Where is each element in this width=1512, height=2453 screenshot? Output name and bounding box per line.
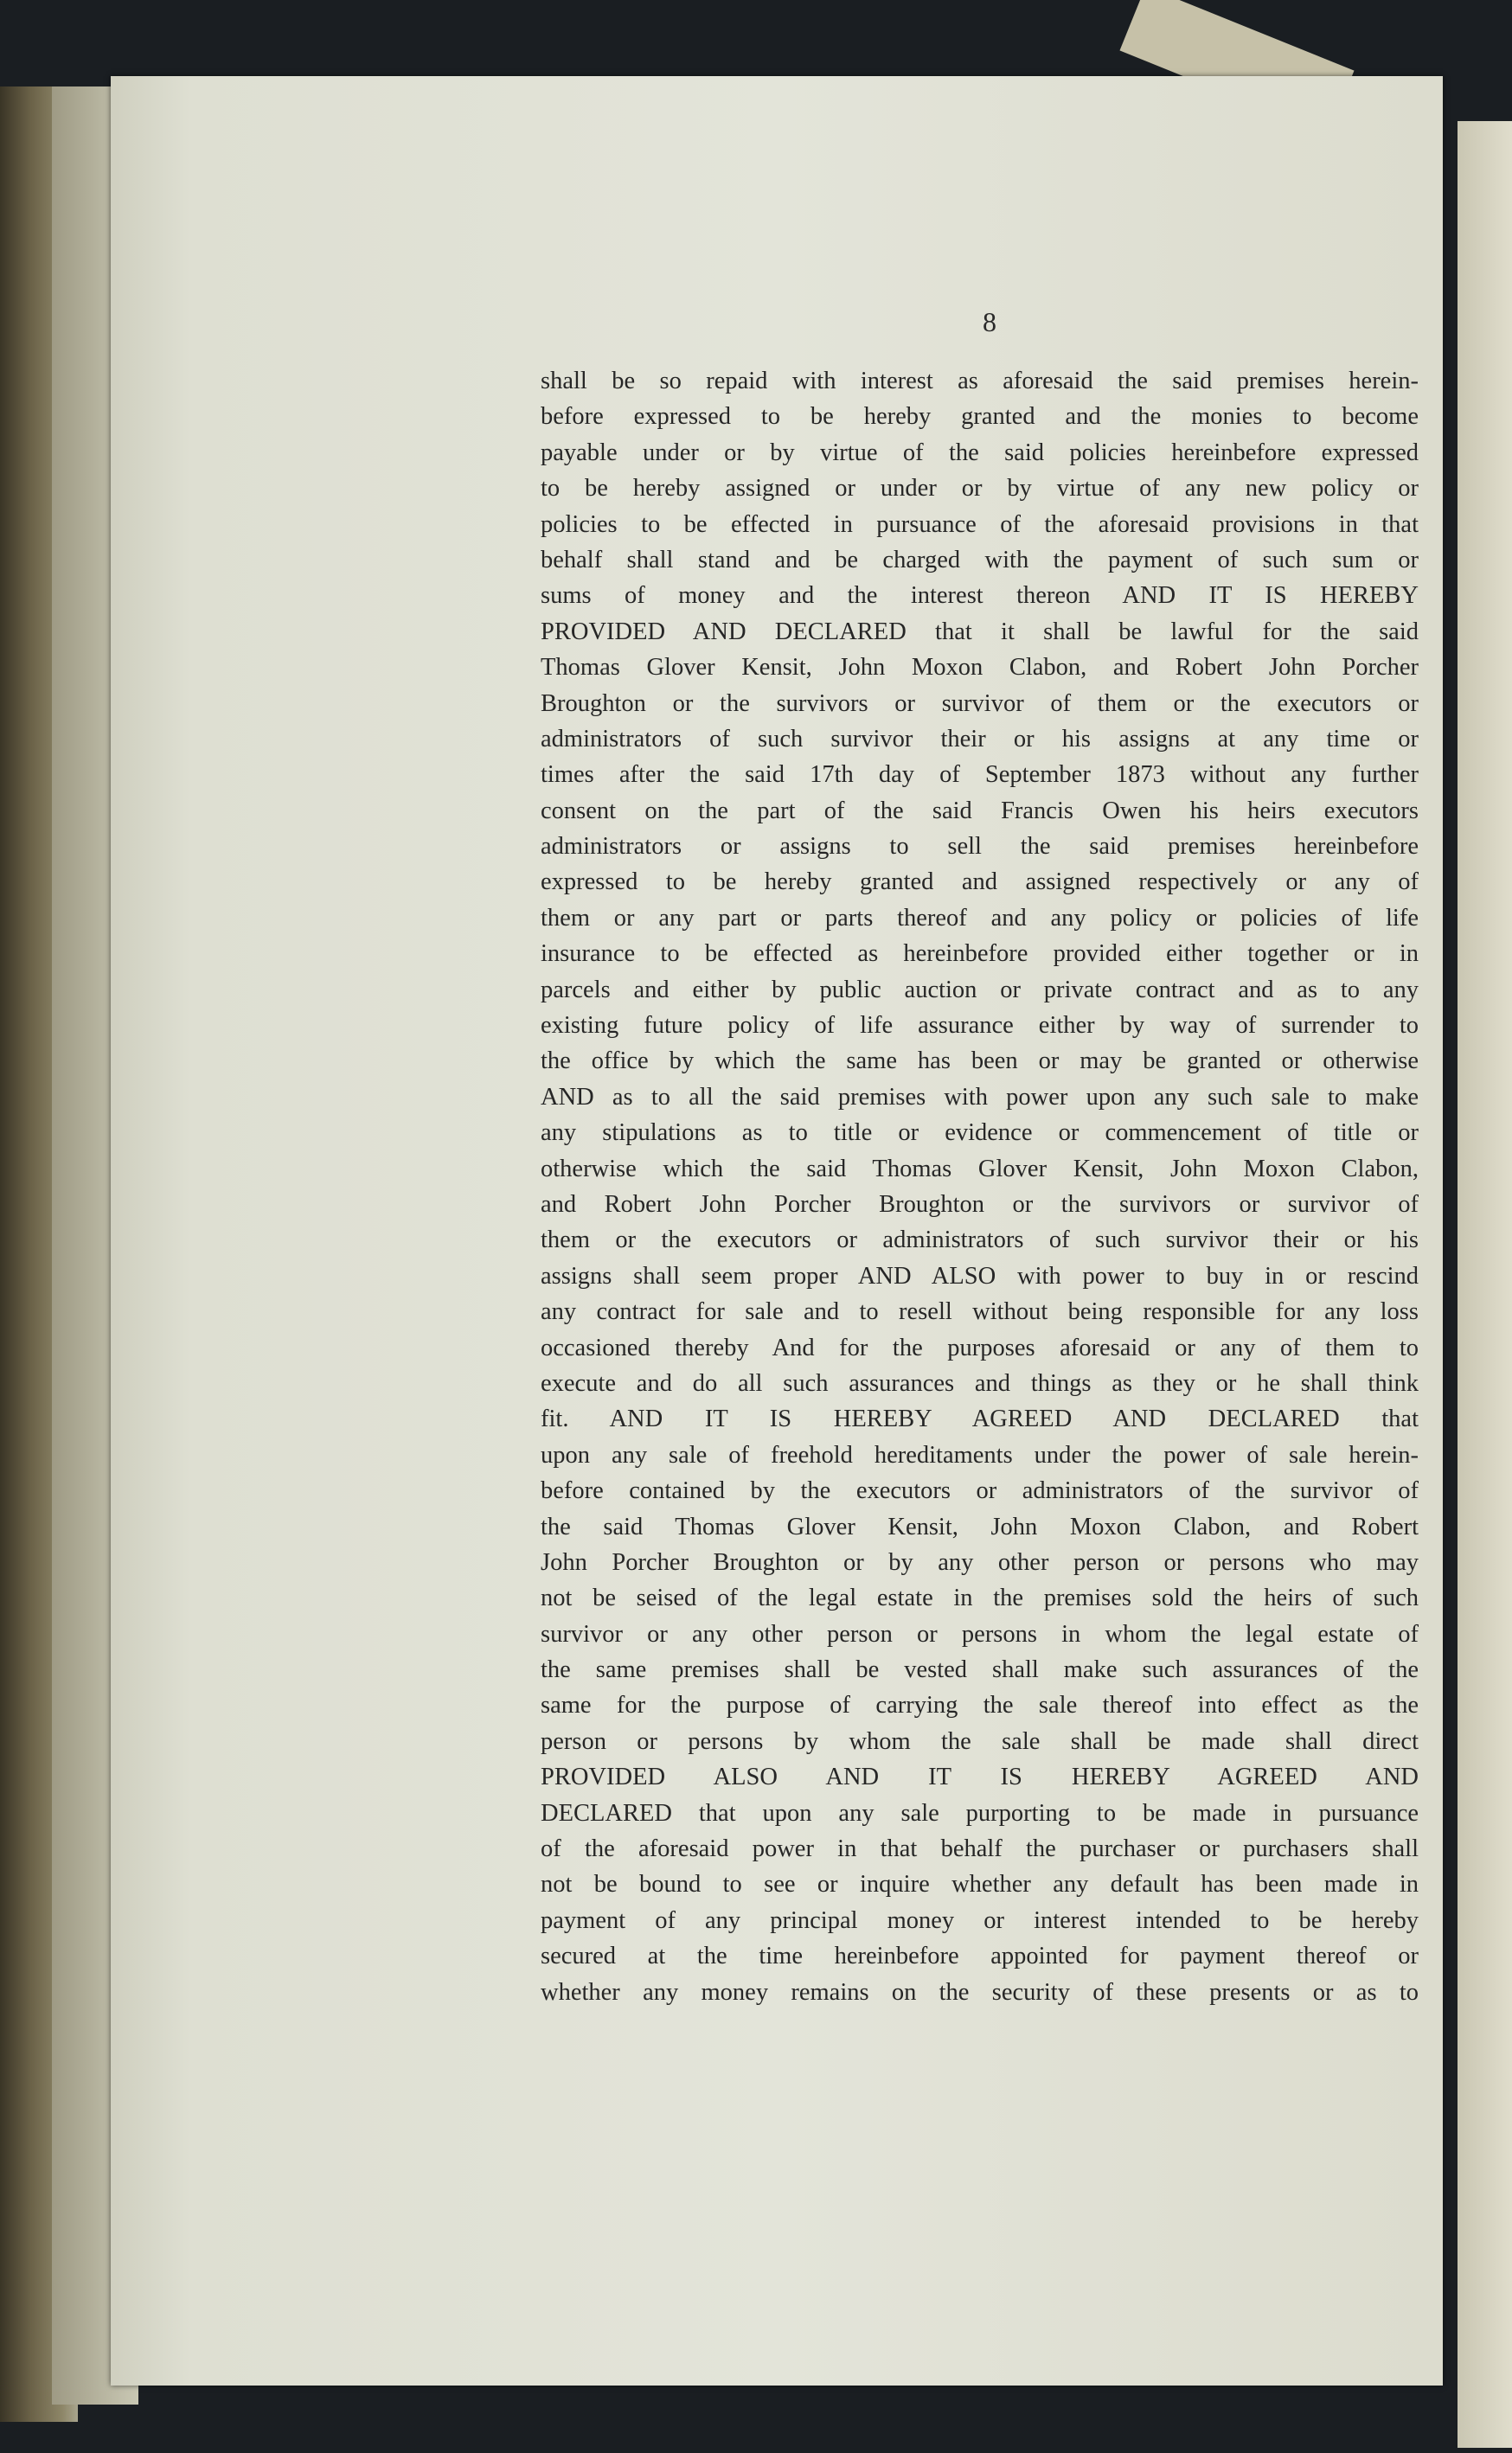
facing-page-edge (1458, 121, 1512, 2448)
text-line: not be bound to see or inquire whether any default has been made in (541, 1871, 1419, 1899)
text-line: AND as to all the said premises with power upon any such sale to make (541, 1083, 1419, 1111)
text-line: sums of money and the interest thereon AND IT IS HEREBY (541, 582, 1419, 610)
text-line: insurance to be effected as hereinbefore provided either together or in (541, 940, 1419, 968)
text-line: expressed to be hereby granted and assigned respectively or any of (541, 868, 1419, 896)
text-line: secured at the time hereinbefore appointed for payment thereof or (541, 1943, 1419, 1970)
text-line: Thomas Glover Kensit, John Moxon Clabon, and Robert John Porcher (541, 654, 1419, 682)
text-line: consent on the part of the said Francis Owen his heirs executors (541, 797, 1419, 824)
text-line: any stipulations as to title or evidence or commencement of title or (541, 1119, 1419, 1147)
text-line: same for the purpose of carrying the sale thereof into effect as the (541, 1692, 1419, 1720)
text-line: PROVIDED AND DECLARED that it shall be lawful for the said (541, 618, 1419, 645)
text-line: them or the executors or administrators of such survivor their or his (541, 1226, 1419, 1254)
text-line: assigns shall seem proper AND ALSO with power to buy in or rescind (541, 1262, 1419, 1290)
text-line: whether any money remains on the security of these presents or as to (541, 1978, 1419, 2006)
text-line: policies to be effected in pursuance of the aforesaid provisions in that (541, 510, 1419, 538)
text-line: shall be so repaid with interest as aforesaid the said premises herein- (541, 368, 1419, 394)
page-number: 8 (983, 306, 996, 337)
text-line: any contract for sale and to resell without being responsible for any loss (541, 1298, 1419, 1326)
text-line: of the aforesaid power in that behalf the purchaser or purchasers shall (541, 1835, 1419, 1863)
body-text (541, 363, 1419, 2010)
text-line: existing future policy of life assurance either by way of surrender to (541, 1012, 1419, 1040)
text-line: person or persons by whom the sale shall be made shall direct (541, 1727, 1419, 1755)
text-line: times after the said 17th day of September 1873 without any further (541, 761, 1419, 789)
text-line: the said Thomas Glover Kensit, John Moxon Clabon, and Robert (541, 1513, 1419, 1540)
text-line: PROVIDED ALSO AND IT IS HEREBY AGREED AND (541, 1764, 1419, 1791)
text-line: payable under or by virtue of the said policies hereinbefore expressed (541, 439, 1419, 466)
text-line: parcels and either by public auction or private contract and as to any (541, 976, 1419, 1003)
text-line: them or any part or parts thereof and any policy or policies of life (541, 904, 1419, 932)
text-line: and Robert John Porcher Broughton or the survivors or survivor of (541, 1190, 1419, 1218)
text-line: execute and do all such assurances and things as they or he shall think (541, 1369, 1419, 1397)
text-line: administrators or assigns to sell the said premises hereinbefore (541, 833, 1419, 861)
text-line: otherwise which the said Thomas Glover Kensit, John Moxon Clabon, (541, 1155, 1419, 1182)
text-line: not be seised of the legal estate in the premises sold the heirs of such (541, 1585, 1419, 1612)
text-line: administrators of such survivor their or his assigns at any time or (541, 725, 1419, 753)
text-line: payment of any principal money or interest intended to be hereby (541, 1906, 1419, 1934)
text-line: the same premises shall be vested shall make such assurances of the (541, 1656, 1419, 1684)
text-line: John Porcher Broughton or by any other person or persons who may (541, 1548, 1419, 1576)
text-line: fit. AND IT IS HEREBY AGREED AND DECLARED that (541, 1406, 1419, 1433)
text-line: DECLARED that upon any sale purporting to be made in pursuance (541, 1799, 1419, 1827)
text-line: before contained by the executors or administrators of the survivor of (541, 1477, 1419, 1505)
text-line: occasioned thereby And for the purposes aforesaid or any of them to (541, 1334, 1419, 1361)
text-line: to be hereby assigned or under or by virtue of any new policy or (541, 475, 1419, 503)
text-line: Broughton or the survivors or survivor of them or the executors or (541, 689, 1419, 717)
text-line: the office by which the same has been or may be granted or otherwise (541, 1047, 1419, 1075)
text-line: behalf shall stand and be charged with the payment of such sum or (541, 546, 1419, 573)
text-line: upon any sale of freehold hereditaments under the power of sale herein- (541, 1441, 1419, 1469)
text-line: survivor or any other person or persons in whom the legal estate of (541, 1620, 1419, 1648)
text-line: before expressed to be hereby granted and the monies to become (541, 403, 1419, 431)
